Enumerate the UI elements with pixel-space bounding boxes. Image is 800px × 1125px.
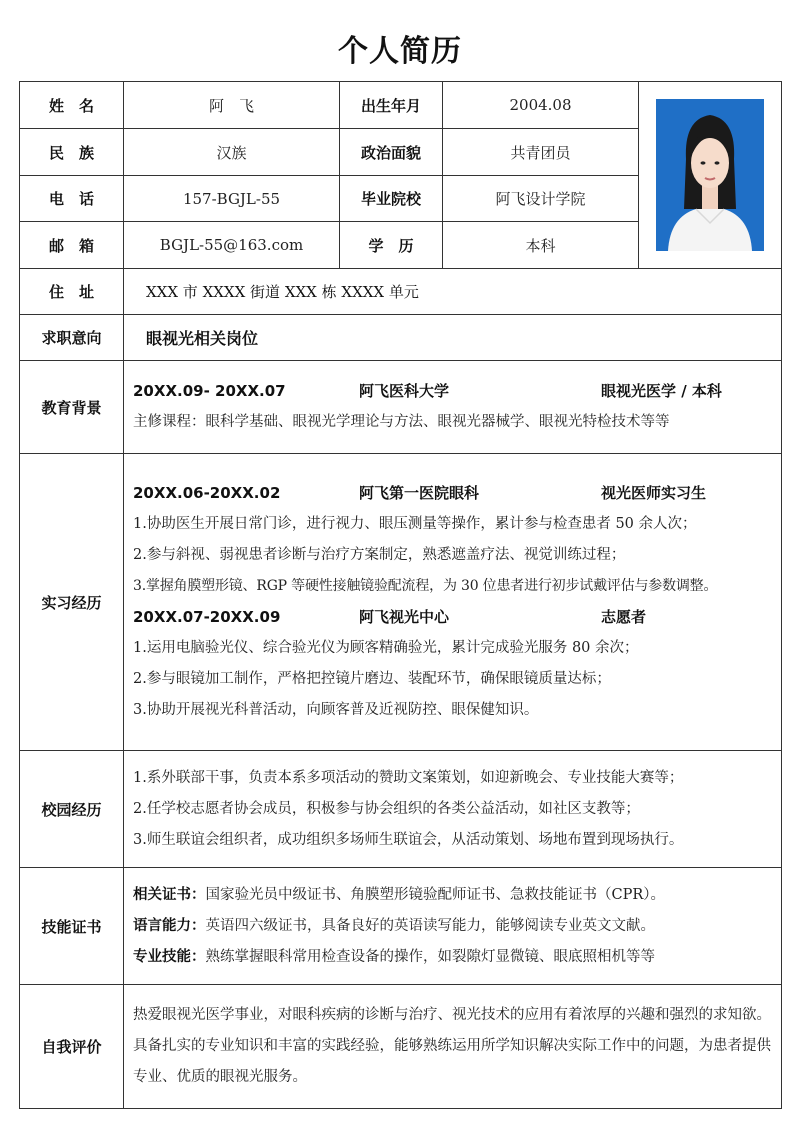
job-item: 2.参与斜视、弱视患者诊断与治疗方案制定，熟悉遮盖疗法、视觉训练过程； [133,547,626,563]
education-major: 眼视光医学 / 本科 [601,382,722,400]
job-org: 阿飞第一医院眼科 [359,484,480,502]
address-label: 住 址 [20,269,124,315]
campus-item: 3.师生联谊会组织者，成功组织多场师生联谊会，从活动策划、场地布置到现场执行。 [133,831,684,848]
job-header [133,602,771,633]
degree-label: 学 历 [340,222,443,269]
skill-key: 语言能力： [133,917,206,934]
name-value: 阿 飞 [124,82,340,129]
political-value: 共青团员 [443,129,639,176]
address-value: XXX 市 XXXX 街道 XXX 栋 XXXX 单元 [124,269,782,315]
school-value: 阿飞设计学院 [443,176,639,222]
ethnic-label: 民 族 [20,129,124,176]
skill-row [133,880,771,911]
education-header [133,376,771,407]
skill-text: 国家验光员中级证书、角膜塑形镜验配师证书、急救技能证书（CPR）。 [205,886,666,903]
birth-value: 2004.08 [443,82,639,129]
birth-label: 出生年月 [340,82,443,129]
job-period: 20XX.06-20XX.02 [133,484,281,502]
email-label: 邮 箱 [20,222,124,269]
skill-text: 熟练掌握眼科常用检查设备的操作，如裂隙灯显微镜、眼底照相机等等 [205,948,655,965]
internship-label: 实习经历 [20,454,124,751]
education-period: 20XX.09- 20XX.07 [133,382,286,400]
profile-photo [656,99,764,251]
campus-content [124,751,782,868]
skill-key: 专业技能： [133,948,206,965]
job-item: 1.运用电脑验光仪、综合验光仪为顾客精确验光，累计完成验光服务 80 余次； [133,640,639,656]
intent-value: 眼视光相关岗位 [124,315,782,361]
job-item: 1.协助医生开展日常门诊，进行视力、眼压测量等操作，累计参与检查患者 50 余人次； [133,516,697,532]
job-item: 2.参与眼镜加工制作，严格把控镜片磨边、装配环节，确保眼镜质量达标； [133,671,611,687]
email-value: BGJL-55@163.com [124,222,340,269]
skill-row [133,942,771,973]
skills-content [124,868,782,985]
ethnic-value: 汉族 [124,129,340,176]
self-eval-content [124,985,782,1109]
education-content [124,361,782,454]
political-label: 政治面貌 [340,129,443,176]
job-period: 20XX.07-20XX.09 [133,608,281,626]
skill-text: 英语四六级证书，具备良好的英语读写能力，能够阅读专业英文文献。 [205,917,655,934]
skills-label: 技能证书 [20,868,124,985]
self-eval-text: 热爱眼视光医学事业，对眼科疾病的诊断与治疗、视光技术的应用有着浓厚的兴趣和强烈的求知欲。具备扎实的专业知识和丰富的实践经验，能够熟练运用所学知识解决实际工作中的问题，为患者提供专业、优质的眼视光服务。 [133,1007,771,1085]
photo-cell [639,82,782,269]
education-label: 教育背景 [20,361,124,454]
intent-label: 求职意向 [20,315,124,361]
page-title: 个人简历 [338,34,462,69]
job-item: 3.掌握角膜塑形镜、RGP 等硬性接触镜验配流程，为 30 位患者进行初步试戴评估与参数调整。 [133,578,718,594]
job-role: 视光医师实习生 [601,484,707,502]
campus-item: 2.任学校志愿者协会成员，积极参与协会组织的各类公益活动，如社区支教等； [133,800,640,817]
skill-key: 相关证书： [133,886,206,903]
job-header [133,478,771,509]
skill-row [133,911,771,942]
job-item: 3.协助开展视光科普活动，向顾客普及近视防控、眼保健知识。 [133,702,539,718]
campus-item: 1.系外联部干事，负责本系多项活动的赞助文案策划，如迎新晚会、专业技能大赛等； [133,769,684,786]
name-label: 姓 名 [20,82,124,129]
education-school: 阿飞医科大学 [359,382,450,400]
profile-photo-illustration [656,99,764,251]
self-eval-label: 自我评价 [20,985,124,1109]
education-courses: 主修课程：眼科学基础、眼视光学理论与方法、眼视光器械学、眼视光特检技术等等 [133,414,670,430]
job-role: 志愿者 [601,608,647,626]
resume-table [19,81,782,1109]
phone-label: 电 话 [20,176,124,222]
degree-value: 本科 [443,222,639,269]
school-label: 毕业院校 [340,176,443,222]
job-org: 阿飞视光中心 [359,608,450,626]
phone-value: 157-BGJL-55 [124,176,340,222]
campus-label: 校园经历 [20,751,124,868]
internship-content [124,454,782,751]
